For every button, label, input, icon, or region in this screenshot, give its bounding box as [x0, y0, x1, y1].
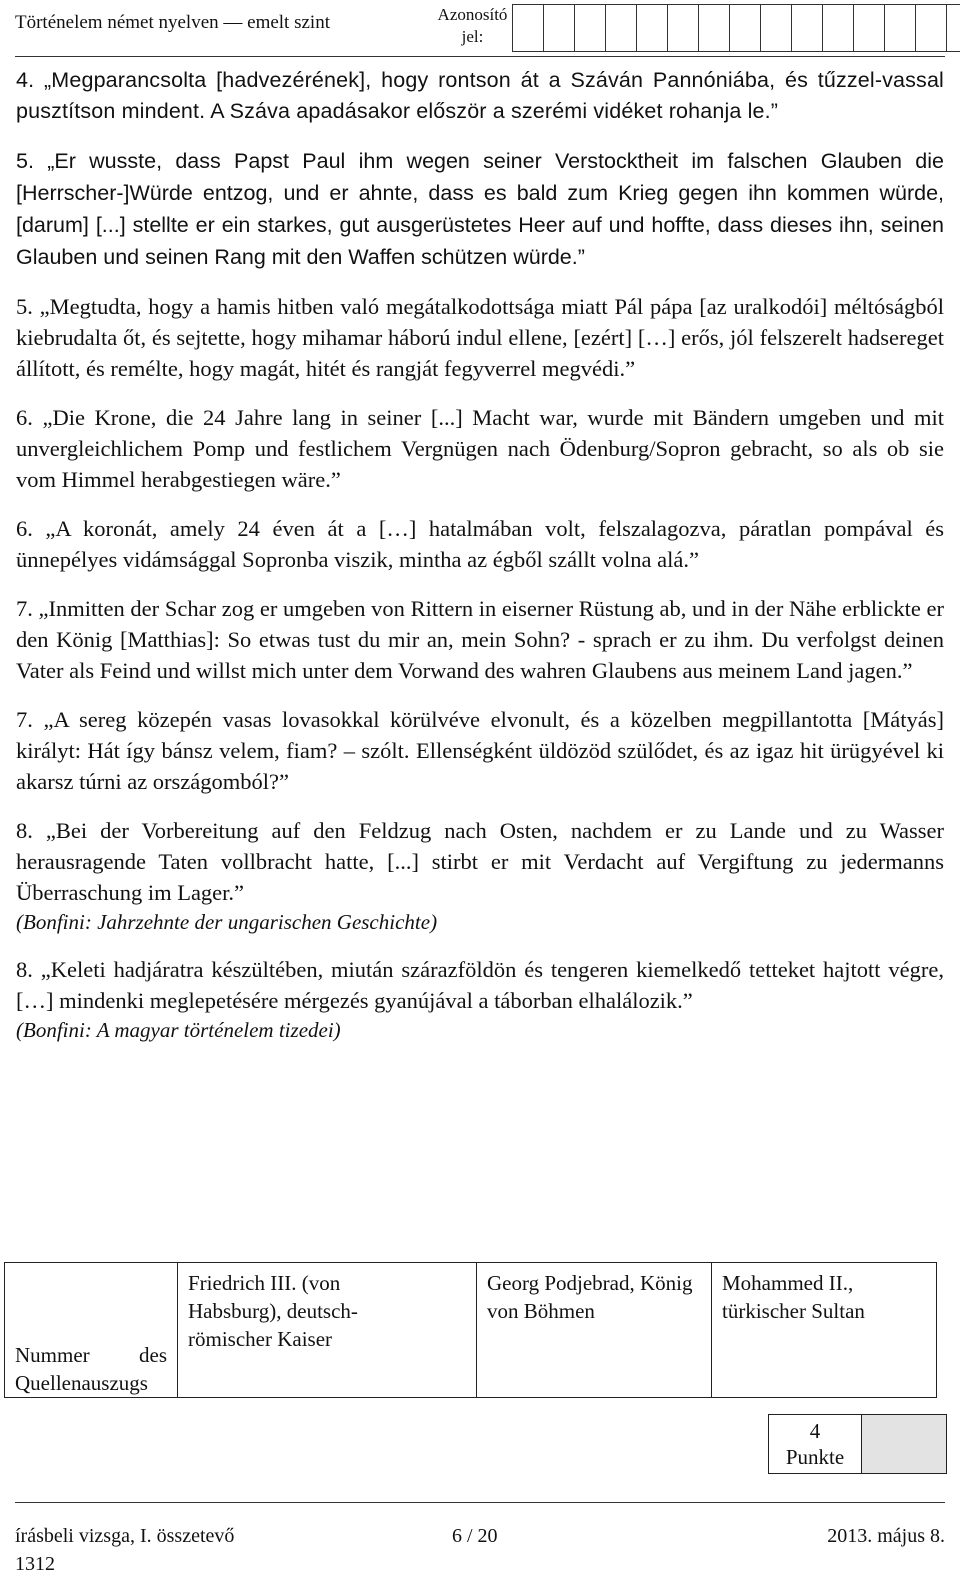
row-label-word1: Nummer — [15, 1343, 90, 1367]
id-code-box[interactable] — [947, 5, 960, 51]
excerpt-5-de-part1: 5. „Er wusste, dass Papst Paul ihm wegen seiner Verstocktheit im falschen Glauben die [Herrscher-]Würde entzog, und er ahnte, dass es bald zum Krieg gegen ihn kommen würde, [darum] — [16, 149, 944, 237]
source-excerpts — [16, 65, 944, 1062]
column-header-friedrich: Friedrich III. (von Habsburg), deutsch-römischer Kaiser — [188, 1271, 358, 1351]
excerpt-7-hu: 7. „A sereg közepén vasas lovasokkal körülvéve elvonult, és a közelben megpillantotta [Mátyás] királyt: Hát így bánsz velem, fiam? – szólt. Ellenségként üldözöd szülődet, és az igaz hit ürügyével ki akarsz túrni az országomból?” — [16, 707, 944, 794]
id-code-box[interactable] — [885, 5, 916, 51]
id-code-box[interactable] — [606, 5, 637, 51]
excerpt-4-hu: 4. „Megparancsolta [hadvezérének], hogy rontson át a Száván Pannóniába, és tűzzel-vassal pusztítson mindent. A Száva apadásakor először a szerémi vidéket rohanja le.” — [16, 68, 944, 123]
row-label-word2: des — [139, 1343, 167, 1367]
excerpt-6-de: 6. „Die Krone, die 24 Jahre lang in seiner [...] Macht war, wurde mit Bändern umgeben und mit unvergleichlichem Pomp und festlichem Vergnügen nach Ödenburg/Sopron gebracht, so als ob sie vom Himmel herabgestiegen wäre.” — [16, 405, 944, 492]
id-code-box[interactable] — [637, 5, 668, 51]
id-label — [430, 4, 515, 48]
page-number: 6 / 20 — [452, 1525, 498, 1547]
page-header — [15, 4, 945, 52]
excerpt-8-de: 8. „Bei der Vorbereitung auf den Feldzug nach Osten, nachdem er zu Lande und zu Wasser herausragende Taten vollbracht hatte, [...] stirbt er mit Verdacht auf Vergiftung zu jedermanns Überraschung im Lager.” — [16, 818, 944, 905]
id-code-box[interactable] — [730, 5, 761, 51]
id-code-box[interactable] — [823, 5, 854, 51]
excerpt-6-hu: 6. „A koronát, amely 24 éven át a […] hatalmában volt, felszalagozva, páratlan pompával és ünnepélyes vidámsággal Sopronba viszik, mintha az égből szállt volna alá.” — [16, 516, 944, 572]
exam-info: írásbeli vizsga, I. összetevő — [15, 1525, 235, 1547]
id-code-box[interactable] — [544, 5, 575, 51]
points-box — [768, 1414, 947, 1474]
points-score-field[interactable] — [862, 1415, 946, 1473]
id-label-line2: jel: — [461, 27, 484, 46]
excerpt-5-de — [16, 145, 944, 273]
column-header-podjebrad: Georg Podjebrad, König von Böhmen — [487, 1271, 693, 1323]
id-code-box[interactable] — [916, 5, 947, 51]
column-header-mohammed: Mohammed II., türkischer Sultan — [722, 1271, 865, 1323]
points-value-cell — [769, 1415, 862, 1473]
id-code-box[interactable] — [575, 5, 606, 51]
source-citation-hu: (Bonfini: A magyar történelem tizedei) — [16, 1018, 341, 1042]
id-code-box[interactable] — [513, 5, 544, 51]
points-label: Punkte — [785, 1445, 845, 1469]
answer-cell-podjebrad[interactable] — [477, 1263, 712, 1398]
row-label-line1 — [15, 1341, 167, 1369]
excerpt-8-hu: 8. „Keleti hadjáratra készültében, miután szárazföldön és tengeren kiemelkedő tetteket hajtott végre, […] mindenki meglepetésére mérgezés gyanújával a táborban elhalálozik.” — [16, 957, 944, 1013]
excerpt-5-de-part2: [...] stellte er ein starkes, gut ausgerüstetes Heer auf und hoffte, dass dieses ihn, seinen Glauben und seinen Rang mit den Waffen schützen würde.” — [16, 213, 944, 269]
points-value: 4 — [809, 1419, 821, 1443]
header-divider — [15, 56, 945, 57]
id-code-box[interactable] — [761, 5, 792, 51]
id-code-box[interactable] — [699, 5, 730, 51]
answer-cell-mohammed[interactable] — [712, 1263, 937, 1398]
table-row — [5, 1263, 937, 1398]
exam-title: Történelem német nyelven — emelt szint — [15, 12, 330, 33]
answer-table — [4, 1262, 937, 1398]
row-label-cell — [5, 1263, 178, 1398]
id-code-box[interactable] — [668, 5, 699, 51]
exam-code: 1312 — [15, 1553, 55, 1575]
source-citation-de: (Bonfini: Jahrzehnte der ungarischen Geschichte) — [16, 910, 438, 934]
row-label-line2: Quellenauszugs — [15, 1371, 148, 1395]
exam-date: 2013. május 8. — [827, 1525, 945, 1547]
id-code-box[interactable] — [854, 5, 885, 51]
excerpt-5-hu: 5. „Megtudta, hogy a hamis hitben való megátalkodottsága miatt Pál pápa [az uralkodói] méltóságból kiebrudalta őt, és sejtette, hogy mihamar háború indul ellene, [ezért] […] erős, jól felszerelt hadsereget állított, és remélte, hogy magát, hitét és rangját fegyverrel megvédi.” — [16, 294, 944, 381]
footer-divider — [15, 1502, 945, 1503]
id-label-line1: Azonosító — [437, 5, 508, 24]
excerpt-7-de: 7. „Inmitten der Schar zog er umgeben von Rittern in eiserner Rüstung ab, und in der Nähe erblickte er den König [Matthias]: So etwas tust du mir an, mein Sohn? - sprach er zu ihm. Du verfolgst deinen Vater als Feind und willst mich unter dem Vorwand des wahren Glaubens aus meinem Land jagen.” — [16, 596, 944, 683]
id-code-box[interactable] — [792, 5, 823, 51]
id-code-boxes[interactable] — [512, 4, 960, 52]
answer-cell-friedrich[interactable] — [178, 1263, 477, 1398]
